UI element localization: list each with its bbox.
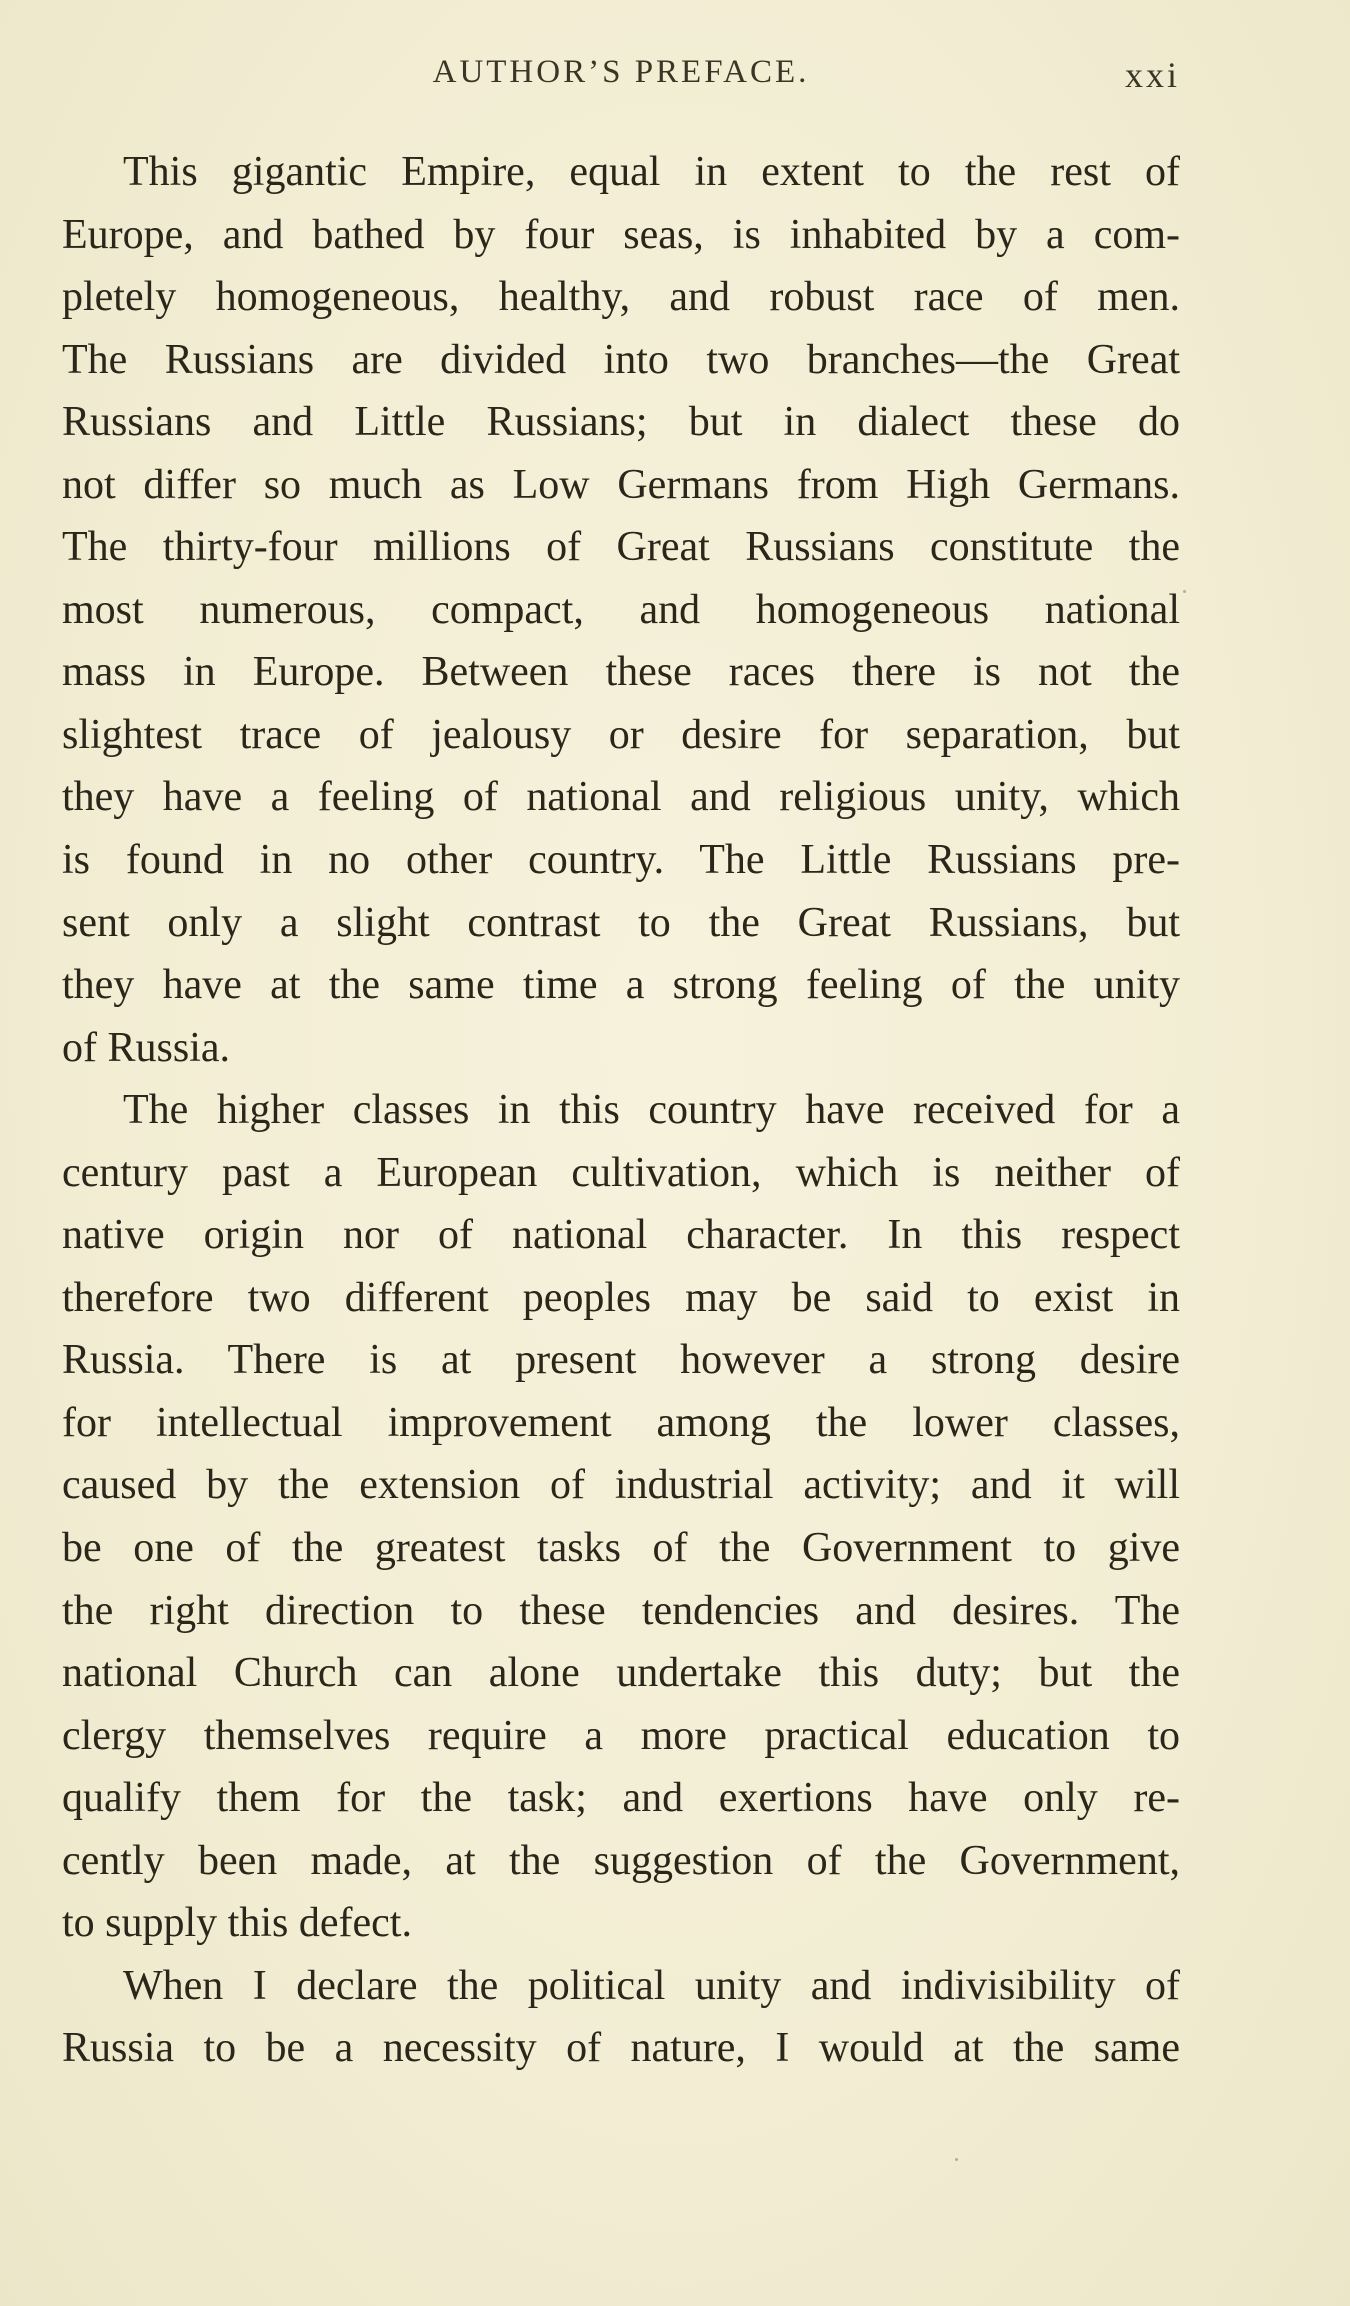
page-number: xxi (1124, 55, 1180, 95)
text-line: century past a European cultivation, which is neither of (62, 1149, 1180, 1196)
text-line: the right direction to these tendencies and desires. The (62, 1587, 1180, 1634)
text-line: Russia. There is at present however a strong desire (62, 1337, 1180, 1384)
text-line: clergy themselves require a more practical education to (62, 1712, 1180, 1759)
text-line: sent only a slight contrast to the Great Russians, but (62, 899, 1180, 946)
paper-speck (1183, 590, 1186, 593)
text-line: is found in no other country. The Little Russians pre- (62, 837, 1180, 884)
text-line: qualify them for the task; and exertions have only re- (62, 1775, 1180, 1822)
text-line: they have a feeling of national and religious unity, which (62, 774, 1180, 821)
text-line: Russia to be a necessity of nature, I would at the same (62, 2025, 1180, 2072)
text-line: The thirty-four millions of Great Russians constitute the (62, 524, 1180, 571)
text-line: they have at the same time a strong feeling of the unity (62, 962, 1180, 1009)
text-line: Europe, and bathed by four seas, is inhabited by a com- (62, 211, 1180, 258)
text-line: When I declare the political unity and indivisibility of (123, 1962, 1180, 2009)
paper-speck (955, 2158, 958, 2161)
text-line: of Russia. (62, 1024, 230, 1071)
text-line: most numerous, compact, and homogeneous national (62, 586, 1180, 633)
text-line: national Church can alone undertake this duty; but the (62, 1650, 1180, 1697)
text-line: mass in Europe. Between these races there is not the (62, 649, 1180, 696)
text-line: native origin nor of national character. In this respect (62, 1212, 1180, 1259)
text-line: be one of the greatest tasks of the Government to give (62, 1525, 1180, 1572)
text-line: caused by the extension of industrial activity; and it will (62, 1462, 1180, 1509)
text-line: This gigantic Empire, equal in extent to the rest of (123, 149, 1180, 195)
text-line: The Russians are divided into two branches—the Great (62, 336, 1180, 383)
running-head (62, 46, 1180, 96)
text-line: The higher classes in this country have received for a (123, 1087, 1180, 1134)
text-line: slightest trace of jealousy or desire for separation, but (62, 711, 1180, 758)
text-line: to supply this defect. (62, 1900, 412, 1947)
text-line: therefore two different peoples may be said to exist in (62, 1274, 1180, 1321)
text-line: Russians and Little Russians; but in dialect these do (62, 399, 1180, 446)
body-text (62, 141, 1180, 2080)
running-title: AUTHOR’S PREFACE. (432, 54, 810, 90)
text-line: for intellectual improvement among the lower classes, (62, 1399, 1180, 1446)
text-line: not differ so much as Low Germans from High Germans. (62, 461, 1180, 508)
text-line: cently been made, at the suggestion of the Government, (62, 1837, 1180, 1884)
text-line: pletely homogeneous, healthy, and robust race of men. (62, 274, 1180, 321)
